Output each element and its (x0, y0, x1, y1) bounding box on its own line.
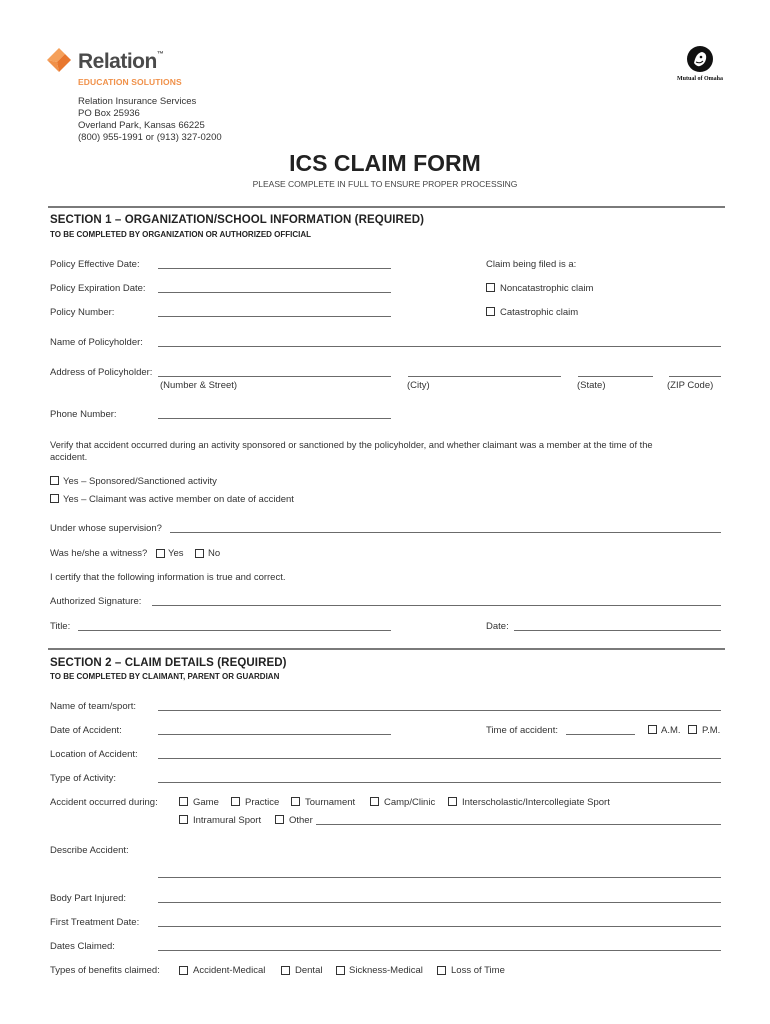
intramural-label: Intramural Sport (193, 815, 262, 826)
body-part-field[interactable] (158, 902, 721, 903)
section2-title: SECTION 2 – CLAIM DETAILS (REQUIRED) (50, 657, 287, 669)
loss-of-time-checkbox[interactable] (437, 966, 446, 975)
camp-clinic-label: Camp/Clinic (384, 797, 436, 808)
address-block (78, 96, 222, 144)
lion-head-icon (686, 45, 714, 73)
brand-name: Relation (78, 50, 157, 73)
policy-number-field[interactable] (158, 316, 391, 317)
time-accident-label: Time of accident: (486, 725, 558, 736)
title-label: Title: (50, 621, 71, 632)
pm-checkbox[interactable] (688, 725, 697, 734)
yes-sponsored-checkbox[interactable] (50, 476, 59, 485)
witness-no-label: No (208, 548, 221, 559)
section1-subtitle: TO BE COMPLETED BY ORGANIZATION OR AUTHORIZED OFFICIAL (50, 230, 312, 239)
address-city-field[interactable] (408, 376, 561, 377)
relation-logo-mark-icon (44, 44, 74, 76)
claim-filed-label: Claim being filed is a: (486, 259, 577, 270)
am-label: A.M. (661, 725, 681, 736)
catastrophic-checkbox[interactable] (486, 307, 495, 316)
phone-field[interactable] (158, 418, 391, 419)
supervision-field[interactable] (170, 532, 721, 533)
other-label: Other (289, 815, 313, 826)
first-treatment-field[interactable] (158, 926, 721, 927)
witness-label: Was he/she a witness? (50, 548, 148, 559)
activity-type-label: Type of Activity: (50, 773, 116, 784)
section2-subtitle: TO BE COMPLETED BY CLAIMANT, PARENT OR GUARDIAN (50, 672, 280, 681)
signature-field[interactable] (152, 605, 721, 606)
pm-label: P.M. (702, 725, 721, 736)
supervision-label: Under whose supervision? (50, 523, 162, 534)
address-street-field[interactable] (158, 376, 391, 377)
verify-text-line2: accident. (50, 452, 88, 462)
interscholastic-label: Interscholastic/Intercollegiate Sport (462, 797, 610, 808)
brand-subtitle: EDUCATION SOLUTIONS (78, 77, 182, 87)
accident-medical-label: Accident-Medical (193, 965, 266, 976)
date-field[interactable] (514, 630, 721, 631)
title-field[interactable] (78, 630, 391, 631)
address-zip-field[interactable] (669, 376, 721, 377)
catastrophic-label: Catastrophic claim (500, 307, 579, 318)
mutual-of-omaha-logo (672, 45, 728, 87)
address-street-caption: (Number & Street) (160, 380, 238, 391)
noncatastrophic-checkbox[interactable] (486, 283, 495, 292)
policy-expiration-label: Policy Expiration Date: (50, 283, 146, 294)
activity-type-field[interactable] (158, 782, 721, 783)
other-checkbox[interactable] (275, 815, 284, 824)
yes-member-label: Yes – Claimant was active member on date of accident (63, 494, 294, 505)
yes-sponsored-label: Yes – Sponsored/Sanctioned activity (63, 476, 217, 487)
team-label: Name of team/sport: (50, 701, 137, 712)
policyholder-name-label: Name of Policyholder: (50, 337, 143, 348)
policy-effective-field[interactable] (158, 268, 391, 269)
tournament-checkbox[interactable] (291, 797, 300, 806)
date-accident-label: Date of Accident: (50, 725, 122, 736)
camp-clinic-checkbox[interactable] (370, 797, 379, 806)
describe-field[interactable] (158, 877, 721, 878)
time-accident-field[interactable] (566, 734, 635, 735)
yes-member-checkbox[interactable] (50, 494, 59, 503)
policyholder-name-field[interactable] (158, 346, 721, 347)
accident-medical-checkbox[interactable] (179, 966, 188, 975)
noncatastrophic-label: Noncatastrophic claim (500, 283, 594, 294)
dates-claimed-field[interactable] (158, 950, 721, 951)
witness-no-checkbox[interactable] (195, 549, 204, 558)
address-zip-caption: (ZIP Code) (667, 380, 714, 391)
loss-of-time-label: Loss of Time (451, 965, 505, 976)
practice-checkbox[interactable] (231, 797, 240, 806)
dental-label: Dental (295, 965, 323, 976)
game-label: Game (193, 797, 219, 808)
benefits-label: Types of benefits claimed: (50, 965, 160, 976)
witness-yes-checkbox[interactable] (156, 549, 165, 558)
other-field[interactable] (316, 824, 721, 825)
dates-claimed-label: Dates Claimed: (50, 941, 115, 952)
location-field[interactable] (158, 758, 721, 759)
address-city-caption: (City) (407, 380, 430, 391)
certify-text: I certify that the following information is true and correct. (50, 572, 286, 583)
tournament-label: Tournament (305, 797, 356, 808)
signature-label: Authorized Signature: (50, 596, 142, 607)
address-line: PO Box 25936 (78, 108, 140, 119)
partner-name: Mutual of Omaha (676, 76, 723, 82)
address-line: (800) 955-1991 or (913) 327-0200 (78, 132, 222, 143)
policy-expiration-field[interactable] (158, 292, 391, 293)
am-checkbox[interactable] (648, 725, 657, 734)
policyholder-address-label: Address of Policyholder: (50, 367, 153, 378)
witness-yes-label: Yes (168, 548, 184, 559)
form-subtitle: PLEASE COMPLETE IN FULL TO ENSURE PROPER PROCESSING (252, 179, 518, 189)
sickness-medical-label: Sickness-Medical (349, 965, 423, 976)
phone-label: Phone Number: (50, 409, 117, 420)
date-label: Date: (486, 621, 509, 632)
body-part-label: Body Part Injured: (50, 893, 127, 904)
dental-checkbox[interactable] (281, 966, 290, 975)
intramural-checkbox[interactable] (179, 815, 188, 824)
address-state-field[interactable] (578, 376, 653, 377)
address-line: Overland Park, Kansas 66225 (78, 120, 205, 131)
practice-label: Practice (245, 797, 280, 808)
first-treatment-label: First Treatment Date: (50, 917, 140, 928)
relation-logo (44, 44, 204, 90)
policy-number-label: Policy Number: (50, 307, 115, 318)
policy-effective-label: Policy Effective Date: (50, 259, 140, 270)
sickness-medical-checkbox[interactable] (336, 966, 345, 975)
describe-label: Describe Accident: (50, 845, 129, 856)
section1-rule (48, 206, 725, 208)
brand-tm: ™ (156, 51, 164, 58)
date-accident-field[interactable] (158, 734, 391, 735)
occurred-during-label: Accident occurred during: (50, 797, 158, 808)
game-checkbox[interactable] (179, 797, 188, 806)
form-title: ICS CLAIM FORM (289, 150, 481, 176)
interscholastic-checkbox[interactable] (448, 797, 457, 806)
address-state-caption: (State) (577, 380, 606, 391)
location-label: Location of Accident: (50, 749, 138, 760)
verify-text-line1: Verify that accident occurred during an activity sponsored or sanctioned by the policyholder, and whether claimant was a member at the time of the (50, 440, 653, 450)
section1-title: SECTION 1 – ORGANIZATION/SCHOOL INFORMATION (REQUIRED) (50, 214, 425, 226)
address-line: Relation Insurance Services (78, 96, 197, 107)
section2-rule (48, 648, 725, 650)
team-field[interactable] (158, 710, 721, 711)
